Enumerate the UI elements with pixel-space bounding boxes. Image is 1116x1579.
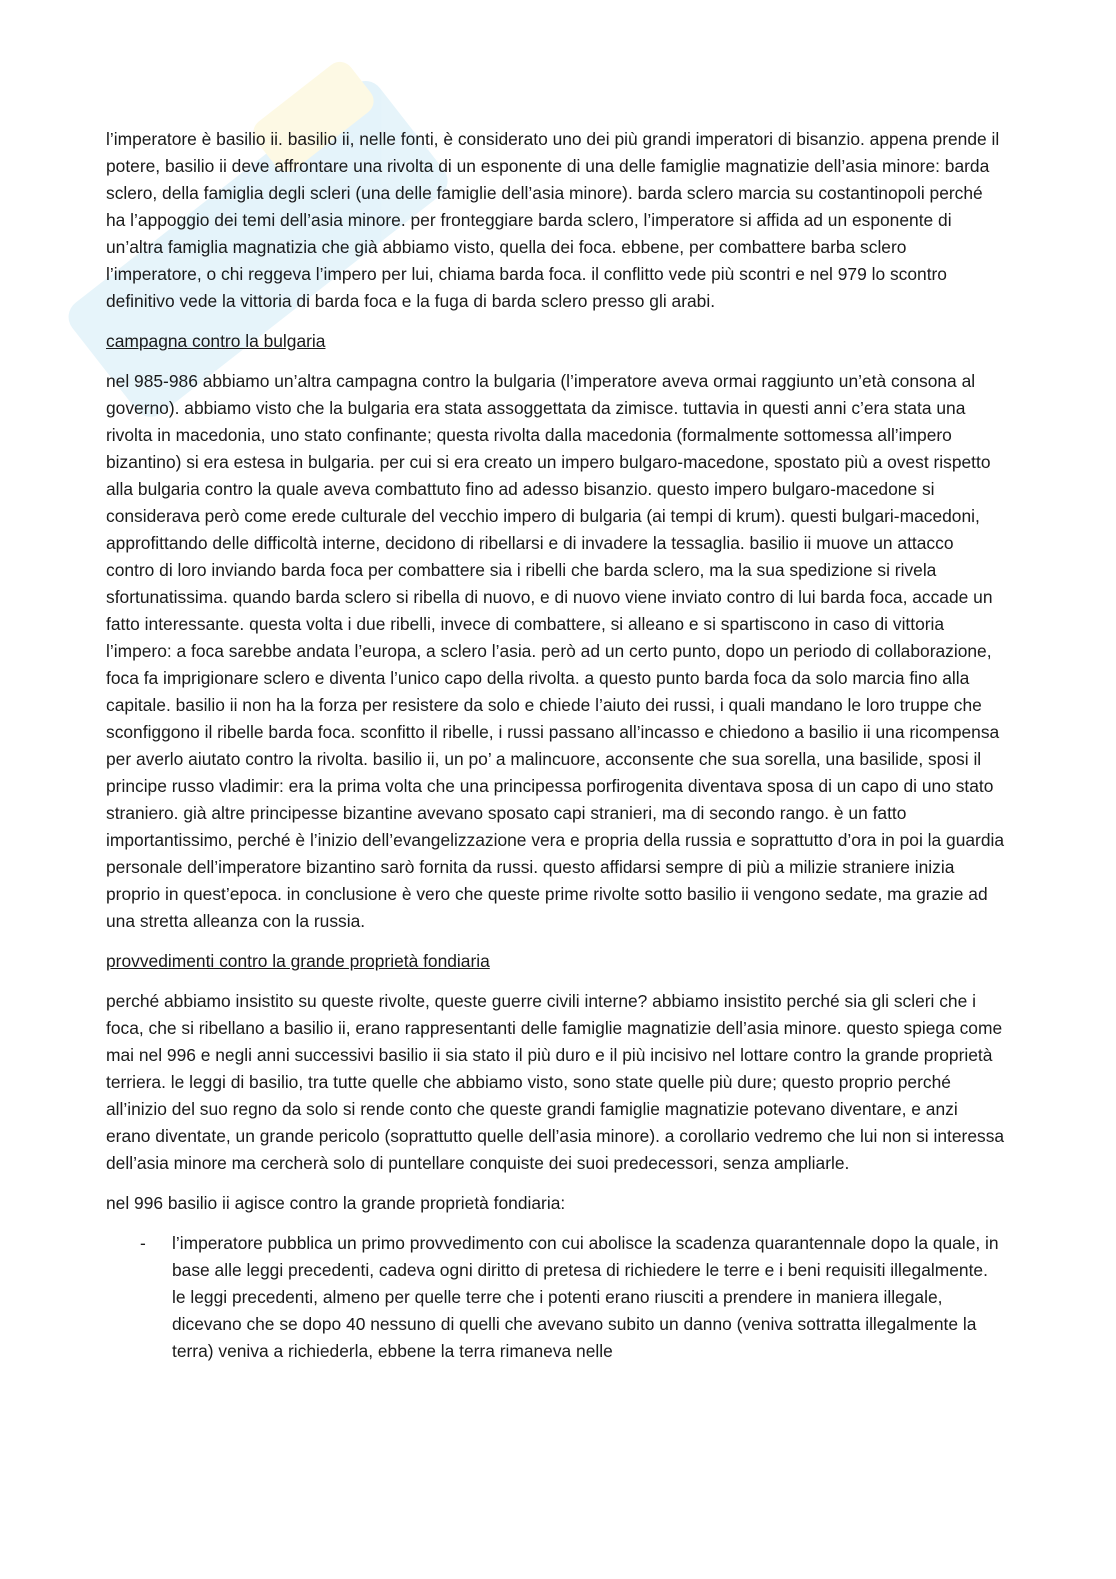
provvedimenti-intro-line: nel 996 basilio ii agisce contro la grande proprietà fondiaria:: [106, 1193, 566, 1213]
provvedimenti-list: [106, 1230, 1006, 1365]
dash-bullet: -: [140, 1233, 146, 1253]
document-page: [106, 126, 1006, 1365]
section-heading-bulgaria: campagna contro la bulgaria: [106, 331, 326, 351]
list-item: [106, 1230, 1006, 1365]
bulgaria-paragraph: nel 985-986 abbiamo un’altra campagna contro la bulgaria (l’imperatore aveva ormai raggiunto un’età consona al governo). abbiamo visto che la bulgaria era stata assoggettata da zimisce. tuttavia in questi anni c’era stata una rivolta in macedonia, uno stato confinante; questa rivolta dalla macedonia (formalmente sottomessa all’impero bizantino) si era estesa in bulgaria. per cui si era creato un impero bulgaro-macedone, spostato più a ovest rispetto alla bulgaria contro la quale aveva combattuto fino ad adesso bisanzio. questo impero bulgaro-macedone si considerava però come erede culturale del vecchio impero di bulgaria (ai tempi di krum). questi bulgari-macedoni, approfittando delle difficoltà interne, decidono di ribellarsi e di invadere la tessaglia. basilio ii muove un attacco contro di loro inviando barda foca per combattere sia i ribelli che barda sclero, ma la sua spedizione si rivela sfortunatissima. quando barda sclero si ribella di nuovo, e di nuovo viene inviato contro di lui barda foca, accade un fatto interessante. questa volta i due ribelli, invece di combattere, si alleano e si spartiscono in caso di vittoria l’impero: a foca sarebbe andata l’europa, a sclero l’asia. però ad un certo punto, dopo un periodo di collaborazione, foca fa imprigionare sclero e diventa l’unico capo della rivolta. a questo punto barda foca da solo marcia fino alla capitale. basilio ii non ha la forza per resistere da solo e chiede l’aiuto dei russi, i quali mandano le loro truppe che sconfiggono il ribelle barda foca. sconfitto il ribelle, i russi passano all’incasso e chiedono a basilio ii una ricompensa per averlo aiutato contro la rivolta. basilio ii, un po’ a malincuore, acconsente che sua sorella, una basilide, sposi il principe russo vladimir: era la prima volta che una principessa porfirogenita diventava sposa di un capo di uno stato straniero. già altre principesse bizantine avevano sposato capi stranieri, ma di secondo rango. è un fatto importantissimo, perché è l’inizio dell’evangelizzazione vera e propria della russia e soprattutto d’ora in poi la guardia personale dell’imperatore bizantino sarò fornita da russi. questo affidarsi sempre di più a milizie straniere inizia proprio in quest’epoca. in conclusione è vero che queste prime rivolte sotto basilio ii vengono sedate, ma grazie ad una stretta alleanza con la russia.: [106, 371, 1005, 931]
intro-paragraph: l’imperatore è basilio ii. basilio ii, nelle fonti, è considerato uno dei più grandi imperatori di bisanzio. appena prende il potere, basilio ii deve affrontare una rivolta di un esponente di una delle famiglie magnatizie dell’asia minore: barda sclero, della famiglia degli scleri (una delle famiglie dell’asia minore). barda sclero marcia su costantinopoli perché ha l’appoggio dei temi dell’asia minore. per fronteggiare barda sclero, l’imperatore si affida ad un esponente di un’altra famiglia magnatizia che già abbiamo visto, quella dei foca. ebbene, per combattere barba sclero l’imperatore, o chi reggeva l’impero per lui, chiama barda foca. il conflitto vede più scontri e nel 979 lo scontro definitivo vede la vittoria di barda foca e la fuga di barda sclero presso gli arabi.: [106, 129, 1000, 311]
section-heading-provvedimenti: provvedimenti contro la grande proprietà fondiaria: [106, 951, 490, 971]
list-item-text: l’imperatore pubblica un primo provvedimento con cui abolisce la scadenza quarantennale dopo la quale, in base alle leggi precedenti, cadeva ogni diritto di pretesa di richiedere le terre e i beni requisiti illegalmente. le leggi precedenti, almeno per quelle terre che i potenti erano riusciti a prendere in maniera illegale, dicevano che se dopo 40 nessuno di quelli che avevano subito un danno (veniva sottratta illegalmente la terra) veniva a richiederla, ebbene la terra rimaneva nelle: [172, 1233, 999, 1361]
provvedimenti-paragraph: perché abbiamo insistito su queste rivolte, queste guerre civili interne? abbiamo insistito perché sia gli scleri che i foca, che si ribellano a basilio ii, erano rappresentanti delle famiglie magnatizie dell’asia minore. questo spiega come mai nel 996 e negli anni successivi basilio ii sia stato il più duro e il più incisivo nel lottare contro la grande proprietà terriera. le leggi di basilio, tra tutte quelle che abbiamo visto, sono state quelle più dure; questo proprio perché all’inizio del suo regno da solo si rende conto che queste grandi famiglie magnatizie potevano diventare, e anzi erano diventate, un grande pericolo (soprattutto quelle dell’asia minore). a corollario vedremo che lui non si interessa dell’asia minore ma cercherà solo di puntellare conquiste dei suoi predecessori, senza ampliarle.: [106, 991, 1005, 1173]
